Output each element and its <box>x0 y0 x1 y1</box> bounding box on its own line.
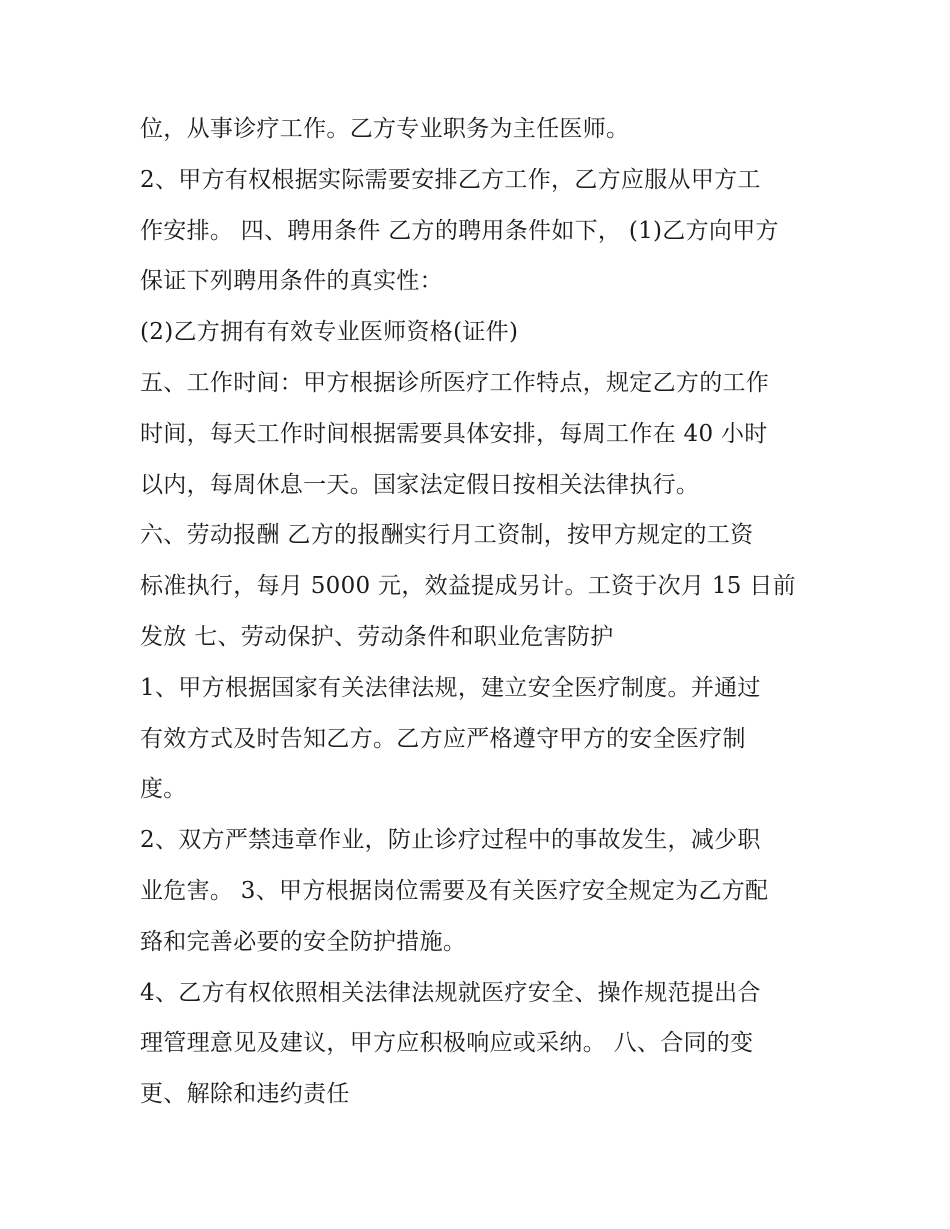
text-line: 有效方式及时告知乙方。乙方应严格遵守甲方的安全医疗制 <box>140 725 746 752</box>
text-line: 臵和完善必要的安全防护措施。 <box>140 928 467 955</box>
text-line: 位，从事诊疗工作。乙方专业职务为主任医师。 <box>140 116 630 142</box>
text-line: 2、甲方有权根据实际需要安排乙方工作，乙方应服从甲方工 <box>140 166 761 193</box>
text-line: 时间，每天工作时间根据需要具体安排，每周工作在 40 小时 <box>140 420 768 447</box>
text-line: 4、乙方有权依照相关法律法规就医疗安全、操作规范提出合 <box>140 979 761 1006</box>
text-line: 五、工作时间：甲方根据诊所医疗工作特点，规定乙方的工作 <box>140 369 770 396</box>
text-line: 2、双方严禁违章作业，防止诊疗过程中的事故发生，减少职 <box>140 827 761 854</box>
text-line: 度。 <box>140 776 187 803</box>
text-line: 保证下列聘用条件的真实性： <box>140 268 443 295</box>
text-line: (2)乙方拥有有效专业医师资格(证件) <box>140 319 519 346</box>
text-line: 理管理意见及建议，甲方应积极响应或采纳。 八、合同的变 <box>140 1030 754 1057</box>
text-line: 六、劳动报酬 乙方的报酬实行月工资制，按甲方规定的工资 <box>140 522 754 549</box>
text-line: 标准执行，每月 5000 元，效益提成另计。工资于次月 15 日前 <box>140 573 796 600</box>
text-line: 作安排。 四、聘用条件 乙方的聘用条件如下， (1)乙方向甲方 <box>140 217 779 244</box>
text-line: 1、甲方根据国家有关法律法规，建立安全医疗制度。并通过 <box>140 674 761 701</box>
text-line: 业危害。 3、甲方根据岗位需要及有关医疗安全规定为乙方配 <box>140 877 769 904</box>
text-line: 发放 七、劳动保护、劳动条件和职业危害防护 <box>140 623 614 650</box>
text-line: 更、解除和违约责任 <box>140 1081 350 1108</box>
text-line: 以内，每周休息一天。国家法定假日按相关法律执行。 <box>140 471 700 498</box>
document-body <box>140 104 820 1120</box>
